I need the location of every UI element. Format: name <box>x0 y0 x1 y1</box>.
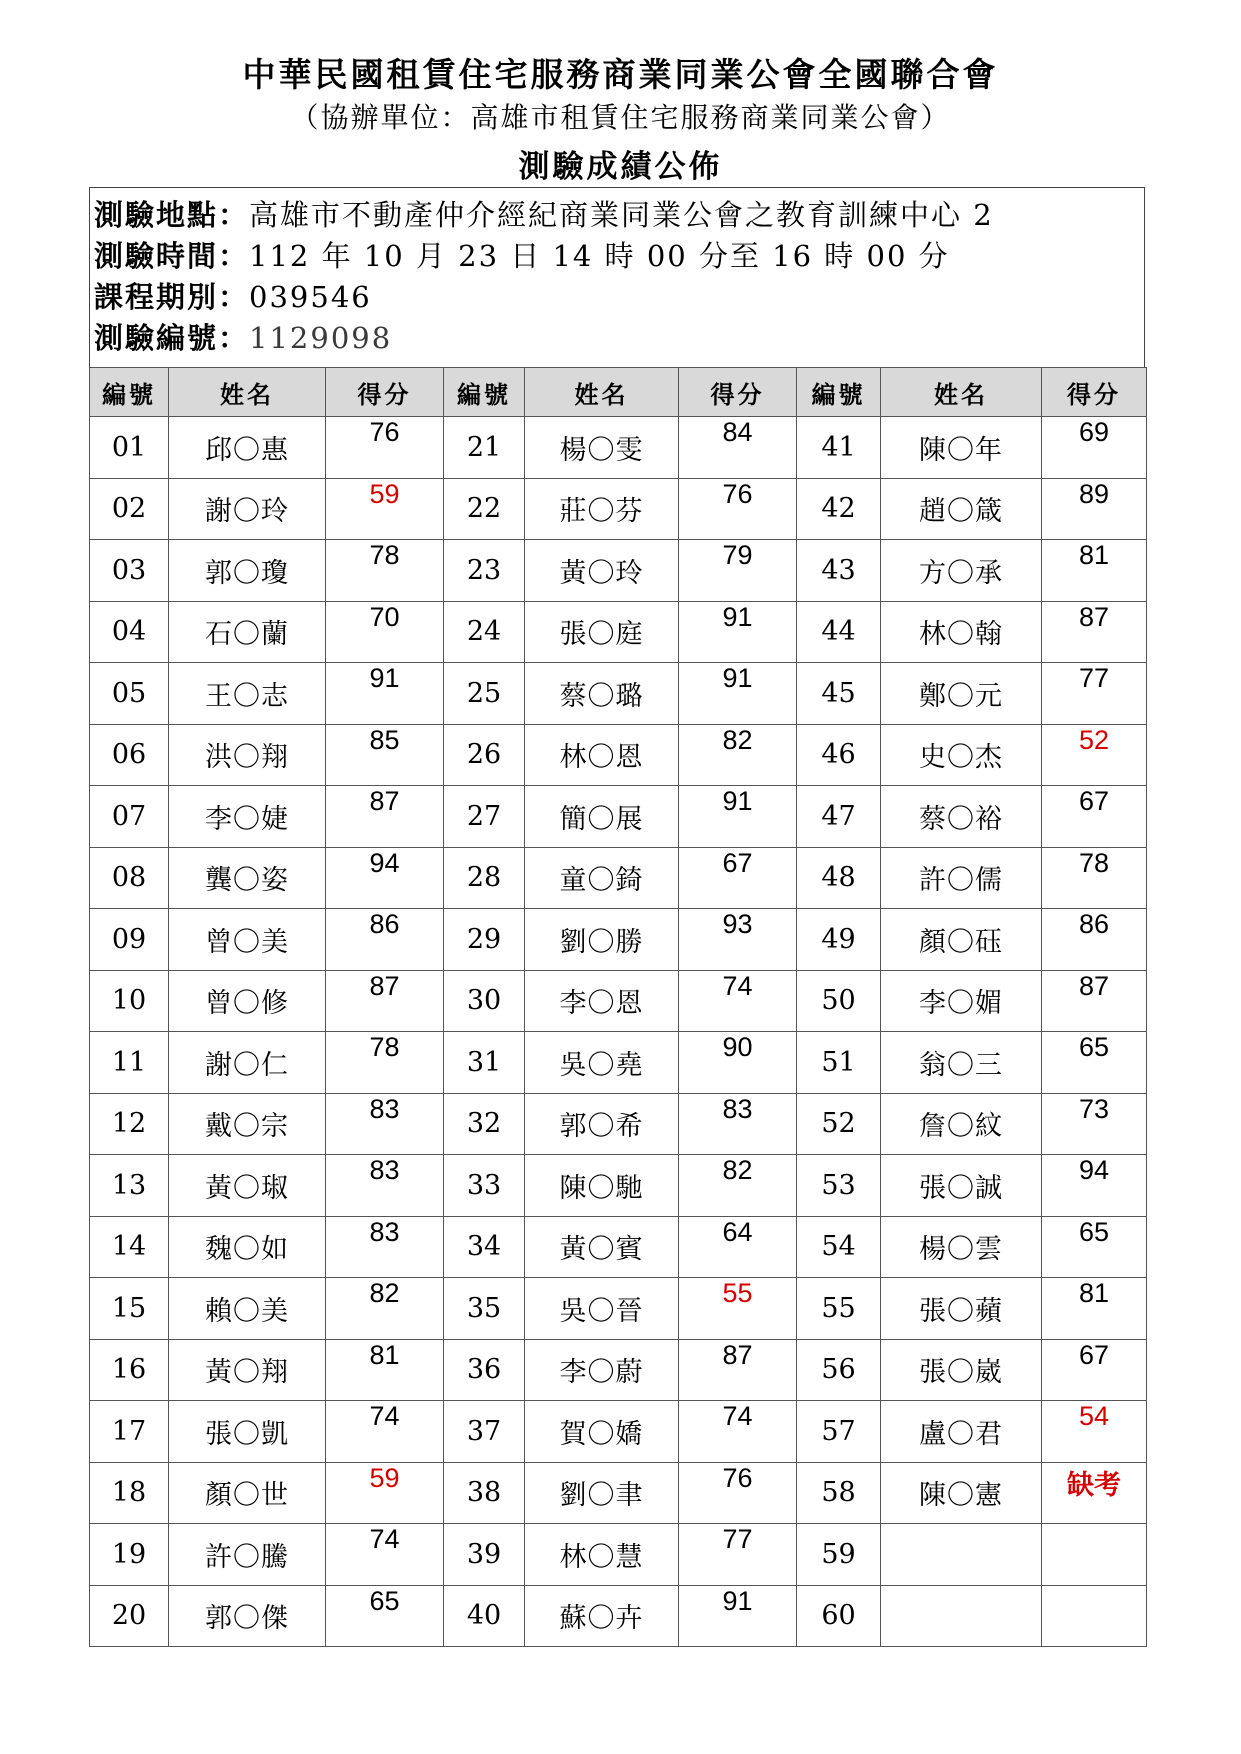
candidate-name: 曾〇美 <box>169 909 326 971</box>
candidate-score: 77 <box>679 1524 797 1586</box>
document-heading: 測驗成績公佈 <box>518 149 723 185</box>
candidate-score: 91 <box>326 663 444 725</box>
candidate-score: 87 <box>326 970 444 1032</box>
candidate-score: 81 <box>1042 1278 1147 1340</box>
table-row <box>90 1032 1147 1094</box>
candidate-score: 65 <box>326 1585 444 1647</box>
candidate-number: 29 <box>444 909 525 971</box>
candidate-name: 李〇蔚 <box>525 1339 679 1401</box>
candidate-score: 81 <box>1042 540 1147 602</box>
candidate-name: 吳〇堯 <box>525 1032 679 1094</box>
candidate-name: 邱〇惠 <box>169 417 326 479</box>
column-header-number: 編號 <box>90 368 169 417</box>
candidate-name: 謝〇仁 <box>169 1032 326 1094</box>
table-row <box>90 1339 1147 1401</box>
candidate-name: 黃〇翔 <box>169 1339 326 1401</box>
candidate-number: 12 <box>90 1093 169 1155</box>
candidate-name: 蔡〇裕 <box>881 786 1042 848</box>
candidate-name: 賴〇美 <box>169 1278 326 1340</box>
course-period-value: 039546 <box>249 280 372 314</box>
candidate-name: 王〇志 <box>169 663 326 725</box>
candidate-name: 郭〇希 <box>525 1093 679 1155</box>
candidate-score: 83 <box>326 1093 444 1155</box>
candidate-score: 78 <box>326 540 444 602</box>
candidate-score: 79 <box>679 540 797 602</box>
candidate-score: 65 <box>1042 1216 1147 1278</box>
candidate-name: 黃〇賓 <box>525 1216 679 1278</box>
candidate-name: 翁〇三 <box>881 1032 1042 1094</box>
candidate-name: 童〇錡 <box>525 847 679 909</box>
candidate-name: 史〇杰 <box>881 724 1042 786</box>
candidate-number: 15 <box>90 1278 169 1340</box>
candidate-score: 87 <box>326 786 444 848</box>
candidate-number: 18 <box>90 1462 169 1524</box>
candidate-name: 楊〇雯 <box>525 417 679 479</box>
candidate-name: 劉〇聿 <box>525 1462 679 1524</box>
candidate-name: 簡〇展 <box>525 786 679 848</box>
candidate-number: 39 <box>444 1524 525 1586</box>
candidate-number: 50 <box>797 970 881 1032</box>
candidate-number: 24 <box>444 601 525 663</box>
candidate-name: 林〇恩 <box>525 724 679 786</box>
table-row <box>90 540 1147 602</box>
candidate-score <box>1042 1524 1147 1586</box>
candidate-name: 李〇媚 <box>881 970 1042 1032</box>
candidate-number: 26 <box>444 724 525 786</box>
candidate-name: 郭〇瓊 <box>169 540 326 602</box>
candidate-name: 趙〇箴 <box>881 478 1042 540</box>
candidate-number: 37 <box>444 1401 525 1463</box>
candidate-number: 59 <box>797 1524 881 1586</box>
column-header-number: 編號 <box>797 368 881 417</box>
candidate-score: 90 <box>679 1032 797 1094</box>
candidate-score: 91 <box>679 1585 797 1647</box>
candidate-number: 35 <box>444 1278 525 1340</box>
candidate-score: 76 <box>326 417 444 479</box>
table-row <box>90 970 1147 1032</box>
candidate-score: 87 <box>679 1339 797 1401</box>
candidate-name: 賀〇嬌 <box>525 1401 679 1463</box>
column-header-score: 得分 <box>679 368 797 417</box>
exam-time-row <box>94 236 1144 277</box>
candidate-number: 46 <box>797 724 881 786</box>
candidate-name: 鄭〇元 <box>881 663 1042 725</box>
candidate-number: 33 <box>444 1155 525 1217</box>
candidate-name: 林〇慧 <box>525 1524 679 1586</box>
candidate-number: 25 <box>444 663 525 725</box>
candidate-number: 52 <box>797 1093 881 1155</box>
candidate-score: 74 <box>679 970 797 1032</box>
candidate-number: 49 <box>797 909 881 971</box>
candidate-number: 48 <box>797 847 881 909</box>
candidate-number: 60 <box>797 1585 881 1647</box>
candidate-score: 67 <box>1042 786 1147 848</box>
candidate-score: 82 <box>679 1155 797 1217</box>
candidate-score: 82 <box>679 724 797 786</box>
candidate-name: 詹〇紋 <box>881 1093 1042 1155</box>
candidate-name <box>881 1585 1042 1647</box>
candidate-score: 73 <box>1042 1093 1147 1155</box>
candidate-score: 74 <box>326 1524 444 1586</box>
candidate-name: 謝〇玲 <box>169 478 326 540</box>
score-table <box>89 367 1147 1647</box>
document-title: 中華民國租賃住宅服務商業同業公會全國聯合會 <box>242 55 999 94</box>
candidate-number: 17 <box>90 1401 169 1463</box>
table-row <box>90 847 1147 909</box>
candidate-name: 黃〇玲 <box>525 540 679 602</box>
candidate-number: 08 <box>90 847 169 909</box>
candidate-number: 34 <box>444 1216 525 1278</box>
candidate-name: 陳〇馳 <box>525 1155 679 1217</box>
candidate-number: 20 <box>90 1585 169 1647</box>
candidate-score: 67 <box>1042 1339 1147 1401</box>
exam-time-value: 112 年 10 月 23 日 14 時 00 分至 16 時 00 分 <box>249 239 950 273</box>
table-row <box>90 1462 1147 1524</box>
candidate-name: 戴〇宗 <box>169 1093 326 1155</box>
candidate-name: 張〇庭 <box>525 601 679 663</box>
candidate-number: 56 <box>797 1339 881 1401</box>
exam-number-label: 測驗編號： <box>94 321 250 355</box>
document-header <box>0 52 1241 192</box>
candidate-score: 94 <box>326 847 444 909</box>
candidate-number: 11 <box>90 1032 169 1094</box>
table-row <box>90 1401 1147 1463</box>
candidate-name: 方〇承 <box>881 540 1042 602</box>
candidate-number: 42 <box>797 478 881 540</box>
candidate-score: 84 <box>679 417 797 479</box>
candidate-number: 30 <box>444 970 525 1032</box>
candidate-number: 21 <box>444 417 525 479</box>
candidate-number: 03 <box>90 540 169 602</box>
candidate-name: 蘇〇卉 <box>525 1585 679 1647</box>
exam-location-row <box>94 195 1144 236</box>
table-row <box>90 1585 1147 1647</box>
table-row <box>90 1155 1147 1217</box>
candidate-score: 93 <box>679 909 797 971</box>
candidate-number: 02 <box>90 478 169 540</box>
table-row <box>90 1093 1147 1155</box>
course-period-row <box>94 277 1144 318</box>
candidate-name: 許〇騰 <box>169 1524 326 1586</box>
candidate-score: 86 <box>1042 909 1147 971</box>
candidate-number: 57 <box>797 1401 881 1463</box>
candidate-name: 洪〇翔 <box>169 724 326 786</box>
candidate-number: 51 <box>797 1032 881 1094</box>
candidate-score: 69 <box>1042 417 1147 479</box>
candidate-number: 47 <box>797 786 881 848</box>
candidate-score: 65 <box>1042 1032 1147 1094</box>
table-row <box>90 909 1147 971</box>
candidate-name: 石〇蘭 <box>169 601 326 663</box>
candidate-score: 86 <box>326 909 444 971</box>
candidate-name: 楊〇雲 <box>881 1216 1042 1278</box>
column-header-name: 姓名 <box>525 368 679 417</box>
candidate-name: 劉〇勝 <box>525 909 679 971</box>
exam-location-label: 測驗地點： <box>94 198 250 232</box>
candidate-number: 28 <box>444 847 525 909</box>
candidate-score: 76 <box>679 1462 797 1524</box>
candidate-number: 19 <box>90 1524 169 1586</box>
column-header-score: 得分 <box>1042 368 1147 417</box>
course-period-label: 課程期別： <box>94 280 250 314</box>
candidate-number: 13 <box>90 1155 169 1217</box>
candidate-score: 83 <box>679 1093 797 1155</box>
exam-number-value: 1129098 <box>249 321 393 355</box>
candidate-score: 82 <box>326 1278 444 1340</box>
candidate-name: 顏〇砡 <box>881 909 1042 971</box>
candidate-name: 陳〇年 <box>881 417 1042 479</box>
candidate-score: 91 <box>679 663 797 725</box>
table-row <box>90 1216 1147 1278</box>
table-row <box>90 417 1147 479</box>
candidate-score: 59 <box>326 1462 444 1524</box>
candidate-name: 李〇婕 <box>169 786 326 848</box>
candidate-score: 76 <box>679 478 797 540</box>
candidate-name <box>881 1524 1042 1586</box>
candidate-score: 52 <box>1042 724 1147 786</box>
candidate-number: 31 <box>444 1032 525 1094</box>
candidate-number: 55 <box>797 1278 881 1340</box>
candidate-number: 27 <box>444 786 525 848</box>
candidate-number: 16 <box>90 1339 169 1401</box>
score-table-header <box>90 368 1147 417</box>
table-row <box>90 663 1147 725</box>
candidate-score: 81 <box>326 1339 444 1401</box>
candidate-score: 87 <box>1042 970 1147 1032</box>
candidate-number: 41 <box>797 417 881 479</box>
candidate-number: 04 <box>90 601 169 663</box>
candidate-name: 龔〇姿 <box>169 847 326 909</box>
candidate-number: 58 <box>797 1462 881 1524</box>
candidate-name: 張〇崴 <box>881 1339 1042 1401</box>
document-subtitle: （協辦單位：高雄市租賃住宅服務商業同業公會） <box>290 101 951 134</box>
candidate-name: 蔡〇璐 <box>525 663 679 725</box>
candidate-number: 09 <box>90 909 169 971</box>
candidate-name: 林〇翰 <box>881 601 1042 663</box>
table-row <box>90 1278 1147 1340</box>
candidate-name: 許〇儒 <box>881 847 1042 909</box>
candidate-number: 05 <box>90 663 169 725</box>
column-header-number: 編號 <box>444 368 525 417</box>
table-row <box>90 724 1147 786</box>
candidate-name: 顏〇世 <box>169 1462 326 1524</box>
candidate-name: 黃〇琡 <box>169 1155 326 1217</box>
candidate-score: 91 <box>679 601 797 663</box>
candidate-score: 89 <box>1042 478 1147 540</box>
candidate-name: 李〇恩 <box>525 970 679 1032</box>
candidate-score: 91 <box>679 786 797 848</box>
candidate-number: 07 <box>90 786 169 848</box>
candidate-number: 06 <box>90 724 169 786</box>
candidate-score: 70 <box>326 601 444 663</box>
candidate-number: 01 <box>90 417 169 479</box>
exam-location-value: 高雄市不動產仲介經紀商業同業公會之教育訓練中心 2 <box>249 198 994 232</box>
candidate-number: 10 <box>90 970 169 1032</box>
score-table-body <box>90 417 1147 1647</box>
candidate-score: 78 <box>326 1032 444 1094</box>
candidate-score: 54 <box>1042 1401 1147 1463</box>
table-row <box>90 478 1147 540</box>
exam-number-row <box>94 318 1144 359</box>
candidate-name: 曾〇修 <box>169 970 326 1032</box>
candidate-score: 59 <box>326 478 444 540</box>
candidate-number: 45 <box>797 663 881 725</box>
candidate-number: 36 <box>444 1339 525 1401</box>
candidate-name: 張〇誠 <box>881 1155 1042 1217</box>
candidate-number: 32 <box>444 1093 525 1155</box>
candidate-score: 74 <box>326 1401 444 1463</box>
candidate-number: 40 <box>444 1585 525 1647</box>
candidate-score: 64 <box>679 1216 797 1278</box>
candidate-score: 83 <box>326 1216 444 1278</box>
candidate-score: 77 <box>1042 663 1147 725</box>
candidate-number: 54 <box>797 1216 881 1278</box>
candidate-score: 55 <box>679 1278 797 1340</box>
column-header-name: 姓名 <box>169 368 326 417</box>
table-row <box>90 1524 1147 1586</box>
candidate-name: 郭〇傑 <box>169 1585 326 1647</box>
candidate-score: 85 <box>326 724 444 786</box>
column-header-name: 姓名 <box>881 368 1042 417</box>
exam-info-box <box>89 187 1145 367</box>
candidate-name: 吳〇晉 <box>525 1278 679 1340</box>
candidate-number: 22 <box>444 478 525 540</box>
candidate-name: 張〇蘋 <box>881 1278 1042 1340</box>
candidate-name: 魏〇如 <box>169 1216 326 1278</box>
absent-mark: 缺考 <box>1042 1462 1147 1524</box>
candidate-score <box>1042 1585 1147 1647</box>
candidate-number: 23 <box>444 540 525 602</box>
candidate-name: 莊〇芬 <box>525 478 679 540</box>
table-row <box>90 601 1147 663</box>
candidate-number: 38 <box>444 1462 525 1524</box>
candidate-score: 94 <box>1042 1155 1147 1217</box>
candidate-number: 14 <box>90 1216 169 1278</box>
candidate-score: 78 <box>1042 847 1147 909</box>
candidate-score: 87 <box>1042 601 1147 663</box>
candidate-name: 張〇凱 <box>169 1401 326 1463</box>
candidate-name: 盧〇君 <box>881 1401 1042 1463</box>
column-header-score: 得分 <box>326 368 444 417</box>
candidate-name: 陳〇憲 <box>881 1462 1042 1524</box>
candidate-score: 83 <box>326 1155 444 1217</box>
exam-time-label: 測驗時間： <box>94 239 250 273</box>
candidate-score: 74 <box>679 1401 797 1463</box>
candidate-number: 43 <box>797 540 881 602</box>
table-row <box>90 786 1147 848</box>
candidate-score: 67 <box>679 847 797 909</box>
candidate-number: 44 <box>797 601 881 663</box>
candidate-number: 53 <box>797 1155 881 1217</box>
